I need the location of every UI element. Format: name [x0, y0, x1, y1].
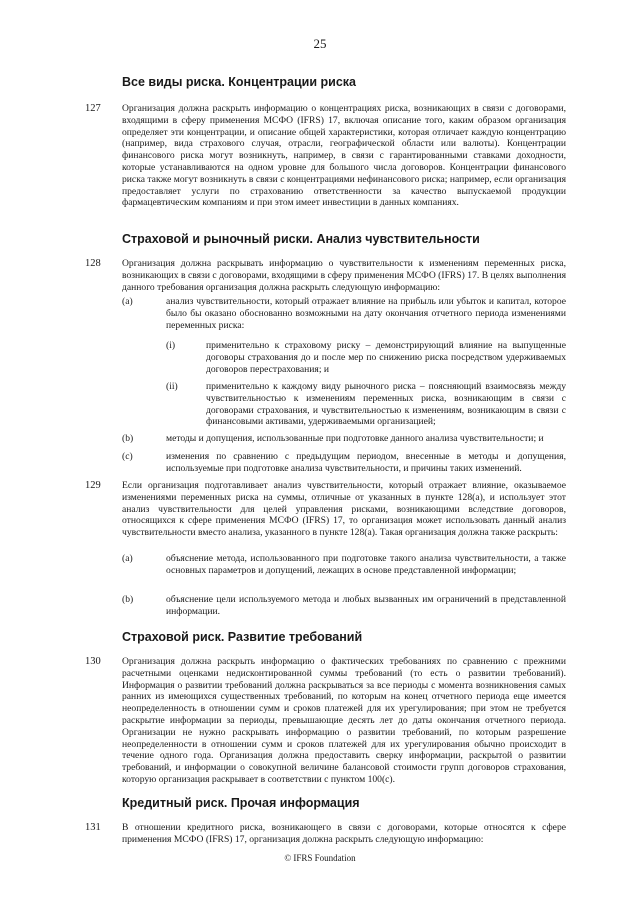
list-item-text: анализ чувствительности, который отражает влияние на прибыль или убыток и капитал, которое было бы оказано обоснованно возможными на дату окончания отчетного периода изменениями переменных риска: — [166, 296, 566, 331]
list-item-label: (a) — [122, 553, 133, 564]
list-item-label: (c) — [122, 451, 133, 462]
sub-item-text: применительно к страховому риску – демонстрирующий влияние на выпущенные договоры страхования до и после мер по снижению риска посредством удерживаемых договоров перестрахования; и — [206, 340, 566, 375]
section-heading: Все виды риска. Концентрации риска — [122, 75, 356, 89]
paragraph-text: Организация должна раскрывать информацию о чувствительности к изменениям переменных риска, возникающих в связи с договорами, входящими в сферу применения МСФО (IFRS) 17. В целях выполнения данного требования организация должна раскрыть следующую информацию: — [122, 258, 566, 293]
paragraph-text: Если организация подготавливает анализ чувствительности, который отражает влияние, оказываемое изменениями переменных риска на суммы, отличные от указанных в пункте 128(a), и использует этот анализ чувствительности для целей управления рисками, возникающими вследствие договоров, относящихся к сфере применения МСФО (IFRS) 17, то организация может использовать данный анализ чувствительности вместо анализа, указанного в пункте 128(a). Такая организация должна также раскрыть: — [122, 480, 566, 539]
paragraph-text: Организация должна раскрыть информацию о фактических требованиях по сравнению с прежними расчетными оценками недисконтированной суммы требований (то есть о развитии требований). Информация о развитии требований должна раскрываться за все периоды с момента возникновения самых ранних из имеющихся существенных требований, по которым на конец отчетного периода еще имеется неопределенность в отношении сумм и сроков платежей для их урегулирования; при этом не требуется раскрытие информации за периоды, превышающие десять лет до даты окончания отчетного периода. Организации не нужно раскрывать информацию о развитии требований, по которым разрешение неопределенности в отношении сумм и сроков платежей для их урегулирования обычно происходит в течение одного года. Организация должна предоставить сверку информации, раскрытой о развитии требований, и информации о совокупной величине балансовой стоимости групп договоров страхования, которую организация раскрывает в соответствии с пунктом 100(c). — [122, 656, 566, 785]
section-heading: Страховой риск. Развитие требований — [122, 630, 363, 644]
sub-item-label: (i) — [166, 340, 176, 351]
paragraph-number: 131 — [85, 822, 101, 833]
page-number: 25 — [313, 36, 327, 51]
list-item-text: объяснение метода, использованного при подготовке такого анализа чувствительности, а также основных параметров и допущений, лежащих в основе представленной информации; — [166, 553, 566, 576]
list-item-label: (a) — [122, 296, 133, 307]
paragraph-number: 129 — [85, 480, 101, 491]
list-item-text: объяснение цели используемого метода и любых вызванных им ограничений в представленной информации. — [166, 594, 566, 617]
list-item-label: (b) — [122, 433, 134, 444]
list-item-label: (b) — [122, 594, 134, 605]
list-item-text: методы и допущения, использованные при подготовке данного анализа чувствительности; и — [166, 433, 544, 444]
paragraph-number: 127 — [85, 103, 101, 114]
paragraph-number: 128 — [85, 258, 101, 269]
paragraph-text: В отношении кредитного риска, возникающего в связи с договорами, которые относятся к сфере применения МСФО (IFRS) 17, организация должна раскрыть следующую информацию: — [122, 822, 566, 845]
footer-copyright: © IFRS Foundation — [284, 853, 356, 863]
paragraph-number: 130 — [85, 656, 101, 667]
list-item-text: изменения по сравнению с предыдущим периодом, внесенные в методы и допущения, используемые при подготовке анализа чувствительности, и причины таких изменений. — [166, 451, 566, 474]
sub-item-text: применительно к каждому виду рыночного риска – поясняющий взаимосвязь между чувствительностью к изменениям переменных риска, возникающим в связи с договорами страхования, и чувствительностью к изменениям, возникающим в связи с финансовыми активами, удерживаемыми организацией; — [206, 381, 566, 428]
sub-item-label: (ii) — [166, 381, 178, 392]
paragraph-text: Организация должна раскрыть информацию о концентрациях риска, возникающих в связи с договорами, входящими в сферу применения МСФО (IFRS) 17, включая описание того, каким образом организация определяет эти концентрации, и описание общей характеристики, которая отличает каждую концентрацию (например, вида страхового случая, отрасли, географической области или валюты). Концентрации финансового риска могут возникнуть, например, в связи с гарантированными ставками доходности, которые устанавливаются на одном уровне для большого числа договоров. Концентрации финансового риска также могут возникнуть в связи с концентрациями нефинансового риска; например, если организация предоставляет услуги по страхованию ответственности за качество выпускаемой продукции фармацевтическим компаниям и при этом имеет инвестиции в данных компаниях. — [122, 103, 566, 209]
section-heading: Страховой и рыночный риски. Анализ чувствительности — [122, 232, 480, 246]
section-heading: Кредитный риск. Прочая информация — [122, 796, 360, 810]
